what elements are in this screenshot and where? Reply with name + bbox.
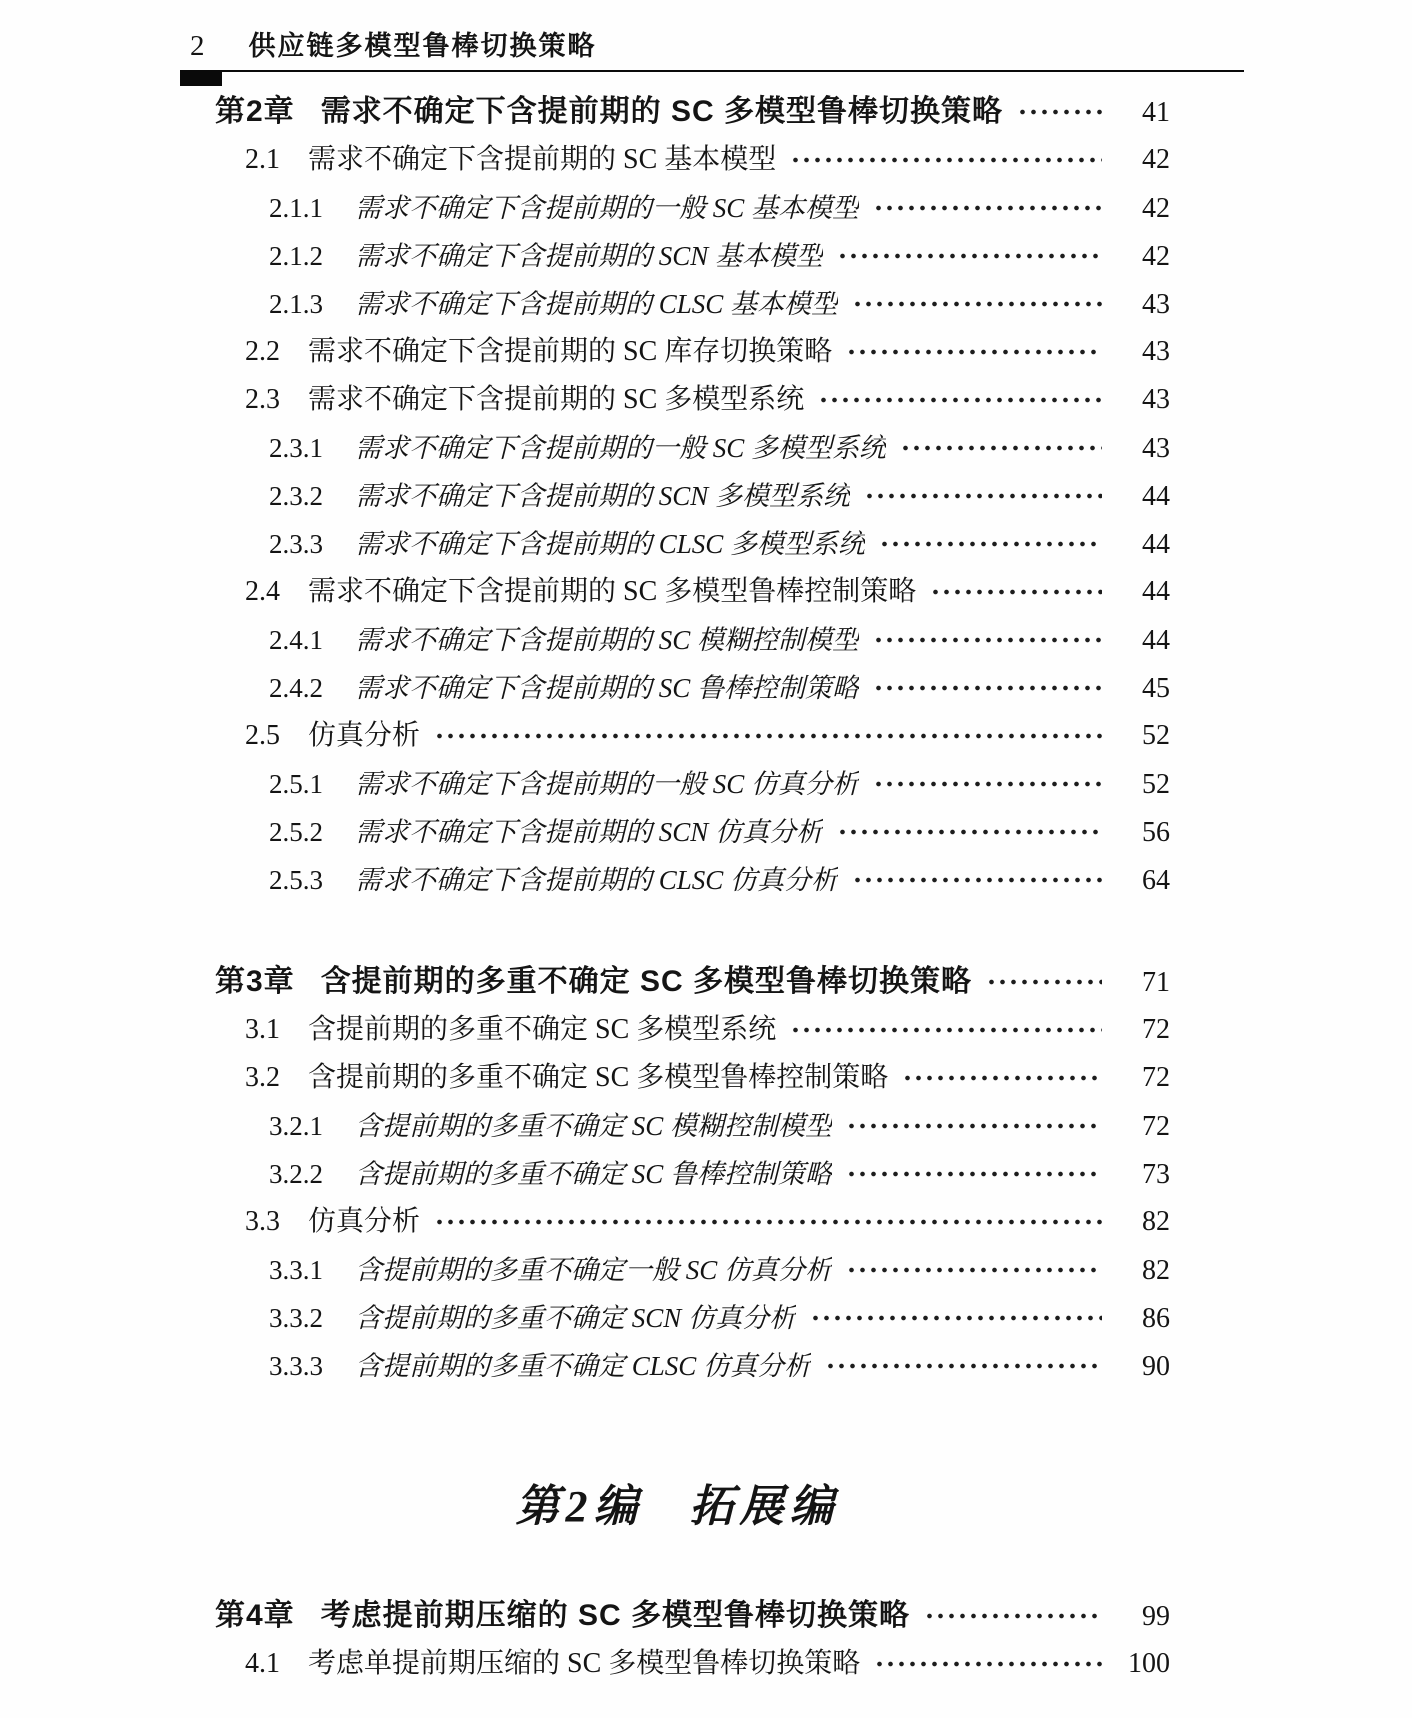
toc-entry: [185, 184, 1170, 232]
toc-entry-number: 4.1: [245, 1648, 280, 1679]
toc-entry-number: 3.2.2: [269, 1159, 323, 1189]
toc-entry-title: 含提前期的多重不确定 SC 鲁棒控制策略: [355, 1159, 833, 1189]
part-divider-label: 第2编: [515, 1482, 644, 1531]
dot-leader: [873, 778, 1102, 790]
dot-leader: [818, 394, 1102, 406]
header-text: [180, 24, 1244, 63]
part-divider: [185, 1476, 1170, 1538]
toc-entry-page: 43: [1142, 289, 1170, 320]
toc-entry-title: 考虑提前期压缩的 SC 多模型鲁棒切换策略: [320, 1599, 911, 1632]
dot-leader: [873, 202, 1102, 214]
toc-entry: [185, 1640, 1170, 1688]
toc-entry: [185, 88, 1170, 136]
dot-leader: [837, 826, 1102, 838]
header-rule: [180, 70, 1244, 86]
toc-entry-number: 2.1.2: [269, 241, 323, 271]
toc-entry-title: 需求不确定下含提前期的 SCN 多模型系统: [355, 481, 851, 511]
toc-entry-number: 3.3.1: [269, 1255, 323, 1285]
toc-entry-title: 含提前期的多重不确定 SC 模糊控制模型: [355, 1111, 833, 1141]
dot-leader: [986, 976, 1102, 988]
toc-entry-page: 72: [1142, 1062, 1170, 1093]
toc-entry-page: 42: [1142, 193, 1170, 224]
toc-section-chapter-4: [185, 1592, 1170, 1688]
toc-entry: [185, 856, 1170, 904]
dot-leader: [846, 1168, 1102, 1180]
toc-entry: [185, 1294, 1170, 1342]
toc-entry-page: 43: [1142, 384, 1170, 415]
toc-entry: [185, 568, 1170, 616]
toc-entry-page: 64: [1142, 865, 1170, 896]
table-of-contents: [185, 88, 1170, 1688]
toc-entry-number: 第4章: [215, 1599, 295, 1632]
toc-entry: [185, 616, 1170, 664]
toc-entry-number: 3.3.3: [269, 1351, 323, 1381]
toc-entry-page: 86: [1142, 1303, 1170, 1334]
toc-entry: [185, 760, 1170, 808]
dot-leader: [852, 298, 1102, 310]
toc-entry-number: 2.3.3: [269, 529, 323, 559]
toc-entry-title: 需求不确定下含提前期的 CLSC 多模型系统: [355, 529, 866, 559]
toc-section-chapter-3: [185, 958, 1170, 1390]
dot-leader: [873, 682, 1102, 694]
toc-entry: [185, 520, 1170, 568]
dot-leader: [902, 1072, 1102, 1084]
toc-entry-title: 需求不确定下含提前期的 SC 多模型系统: [308, 384, 805, 415]
toc-entry-page: 52: [1142, 720, 1170, 751]
toc-entry-title: 需求不确定下含提前期的 SCN 仿真分析: [355, 817, 824, 847]
toc-entry: [185, 1246, 1170, 1294]
toc-entry-title: 需求不确定下含提前期的 CLSC 仿真分析: [355, 865, 839, 895]
dot-leader: [864, 490, 1102, 502]
toc-entry-title: 含提前期的多重不确定 SCN 仿真分析: [355, 1303, 797, 1333]
dot-leader: [810, 1312, 1102, 1324]
dot-leader: [873, 634, 1102, 646]
toc-entry-page: 44: [1142, 481, 1170, 512]
toc-entry-number: 2.5.2: [269, 817, 323, 847]
toc-entry-title: 含提前期的多重不确定 SC 多模型系统: [308, 1014, 777, 1045]
toc-entry: [185, 1054, 1170, 1102]
header-rule-line: [222, 70, 1244, 72]
toc-entry: [185, 1592, 1170, 1640]
toc-entry-page: 90: [1142, 1351, 1170, 1382]
toc-entry-number: 2.3: [245, 384, 280, 415]
toc-entry: [185, 136, 1170, 184]
toc-entry: [185, 1342, 1170, 1390]
toc-entry-title: 仿真分析: [308, 1206, 421, 1237]
dot-leader: [900, 442, 1102, 454]
toc-entry-number: 2.1: [245, 144, 280, 175]
toc-entry-title: 含提前期的多重不确定 CLSC 仿真分析: [355, 1351, 812, 1381]
dot-leader: [846, 346, 1102, 358]
dot-leader: [825, 1360, 1102, 1372]
toc-entry-page: 71: [1142, 967, 1170, 998]
toc-entry-page: 43: [1142, 433, 1170, 464]
dot-leader: [790, 1024, 1102, 1036]
toc-entry: [185, 1006, 1170, 1054]
toc-entry-title: 需求不确定下含提前期的 SC 模糊控制模型: [355, 625, 860, 655]
toc-entry-page: 44: [1142, 529, 1170, 560]
toc-entry-page: 72: [1142, 1014, 1170, 1045]
toc-entry-number: 3.3: [245, 1206, 280, 1237]
toc-entry: [185, 280, 1170, 328]
toc-entry-page: 42: [1142, 241, 1170, 272]
toc-entry-number: 2.5.3: [269, 865, 323, 895]
header-rule-block: [180, 70, 222, 86]
toc-entry-title: 需求不确定下含提前期的 SCN 基本模型: [355, 241, 824, 271]
toc-entry-page: 44: [1142, 625, 1170, 656]
toc-entry: [185, 664, 1170, 712]
toc-entry-title: 需求不确定下含提前期的 SC 基本模型: [308, 144, 777, 175]
toc-entry: [185, 958, 1170, 1006]
toc-entry-title: 需求不确定下含提前期的 SC 多模型鲁棒控制策略: [308, 576, 917, 607]
dot-leader: [837, 250, 1102, 262]
toc-entry-page: 73: [1142, 1159, 1170, 1190]
toc-entry-number: 3.3.2: [269, 1303, 323, 1333]
toc-entry: [185, 376, 1170, 424]
toc-entry-page: 82: [1142, 1206, 1170, 1237]
toc-entry-number: 2.5.1: [269, 769, 323, 799]
toc-entry-title: 含提前期的多重不确定 SC 多模型鲁棒切换策略: [320, 965, 973, 998]
dot-leader: [790, 154, 1102, 166]
toc-entry-title: 需求不确定下含提前期的一般 SC 仿真分析: [355, 769, 860, 799]
toc-entry: [185, 808, 1170, 856]
toc-entry-number: 3.1: [245, 1014, 280, 1045]
dot-leader: [434, 1216, 1102, 1228]
running-title: 供应链多模型鲁棒切换策略: [248, 31, 597, 61]
toc-entry-title: 需求不确定下含提前期的一般 SC 基本模型: [355, 193, 860, 223]
toc-entry-number: 2.4: [245, 576, 280, 607]
toc-entry-page: 82: [1142, 1255, 1170, 1286]
toc-entry: [185, 1150, 1170, 1198]
dot-leader: [434, 730, 1102, 742]
toc-entry-page: 100: [1128, 1648, 1170, 1679]
toc-entry-number: 第3章: [215, 965, 295, 998]
dot-leader: [879, 538, 1102, 550]
toc-entry-page: 44: [1142, 576, 1170, 607]
toc-entry-title: 需求不确定下含提前期的 CLSC 基本模型: [355, 289, 839, 319]
dot-leader: [846, 1120, 1102, 1132]
toc-section-chapter-2: [185, 88, 1170, 904]
toc-entry-number: 2.3.2: [269, 481, 323, 511]
toc-entry-title: 含提前期的多重不确定一般 SC 仿真分析: [355, 1255, 833, 1285]
toc-entry-title: 需求不确定下含提前期的 SC 鲁棒控制策略: [355, 673, 860, 703]
dot-leader: [924, 1610, 1102, 1622]
toc-entry: [185, 712, 1170, 760]
toc-entry-page: 43: [1142, 336, 1170, 367]
part-divider-title: 拓展编: [689, 1482, 840, 1531]
toc-entry-title: 含提前期的多重不确定 SC 多模型鲁棒控制策略: [308, 1062, 889, 1093]
page-header: [180, 24, 1244, 86]
dot-leader: [846, 1264, 1102, 1276]
dot-leader: [1017, 106, 1102, 118]
toc-entry-page: 42: [1142, 144, 1170, 175]
toc-entry-number: 2.1.3: [269, 289, 323, 319]
toc-entry-page: 45: [1142, 673, 1170, 704]
toc-entry-title: 需求不确定下含提前期的 SC 库存切换策略: [308, 336, 833, 367]
toc-entry-number: 3.2.1: [269, 1111, 323, 1141]
toc-entry: [185, 1198, 1170, 1246]
toc-entry-page: 99: [1142, 1601, 1170, 1632]
toc-entry-number: 2.3.1: [269, 433, 323, 463]
toc-entry-page: 56: [1142, 817, 1170, 848]
toc-entry-page: 72: [1142, 1111, 1170, 1142]
toc-entry: [185, 424, 1170, 472]
toc-entry: [185, 1102, 1170, 1150]
toc-entry-number: 2.4.1: [269, 625, 323, 655]
toc-entry-number: 2.2: [245, 336, 280, 367]
toc-entry-title: 考虑单提前期压缩的 SC 多模型鲁棒切换策略: [308, 1648, 861, 1679]
toc-entry-number: 3.2: [245, 1062, 280, 1093]
toc-entry-title: 需求不确定下含提前期的一般 SC 多模型系统: [355, 433, 887, 463]
toc-entry: [185, 472, 1170, 520]
toc-entry: [185, 232, 1170, 280]
toc-entry-title: 需求不确定下含提前期的 SC 多模型鲁棒切换策略: [320, 95, 1004, 128]
toc-entry: [185, 328, 1170, 376]
toc-entry-number: 2.4.2: [269, 673, 323, 703]
dot-leader: [874, 1658, 1102, 1670]
toc-entry-title: 仿真分析: [308, 720, 421, 751]
dot-leader: [930, 586, 1102, 598]
toc-entry-page: 41: [1142, 97, 1170, 128]
dot-leader: [852, 874, 1102, 886]
toc-entry-number: 2.5: [245, 720, 280, 751]
toc-entry-number: 第2章: [215, 95, 295, 128]
folio-page-number: 2: [190, 30, 205, 62]
toc-entry-number: 2.1.1: [269, 193, 323, 223]
toc-entry-page: 52: [1142, 769, 1170, 800]
